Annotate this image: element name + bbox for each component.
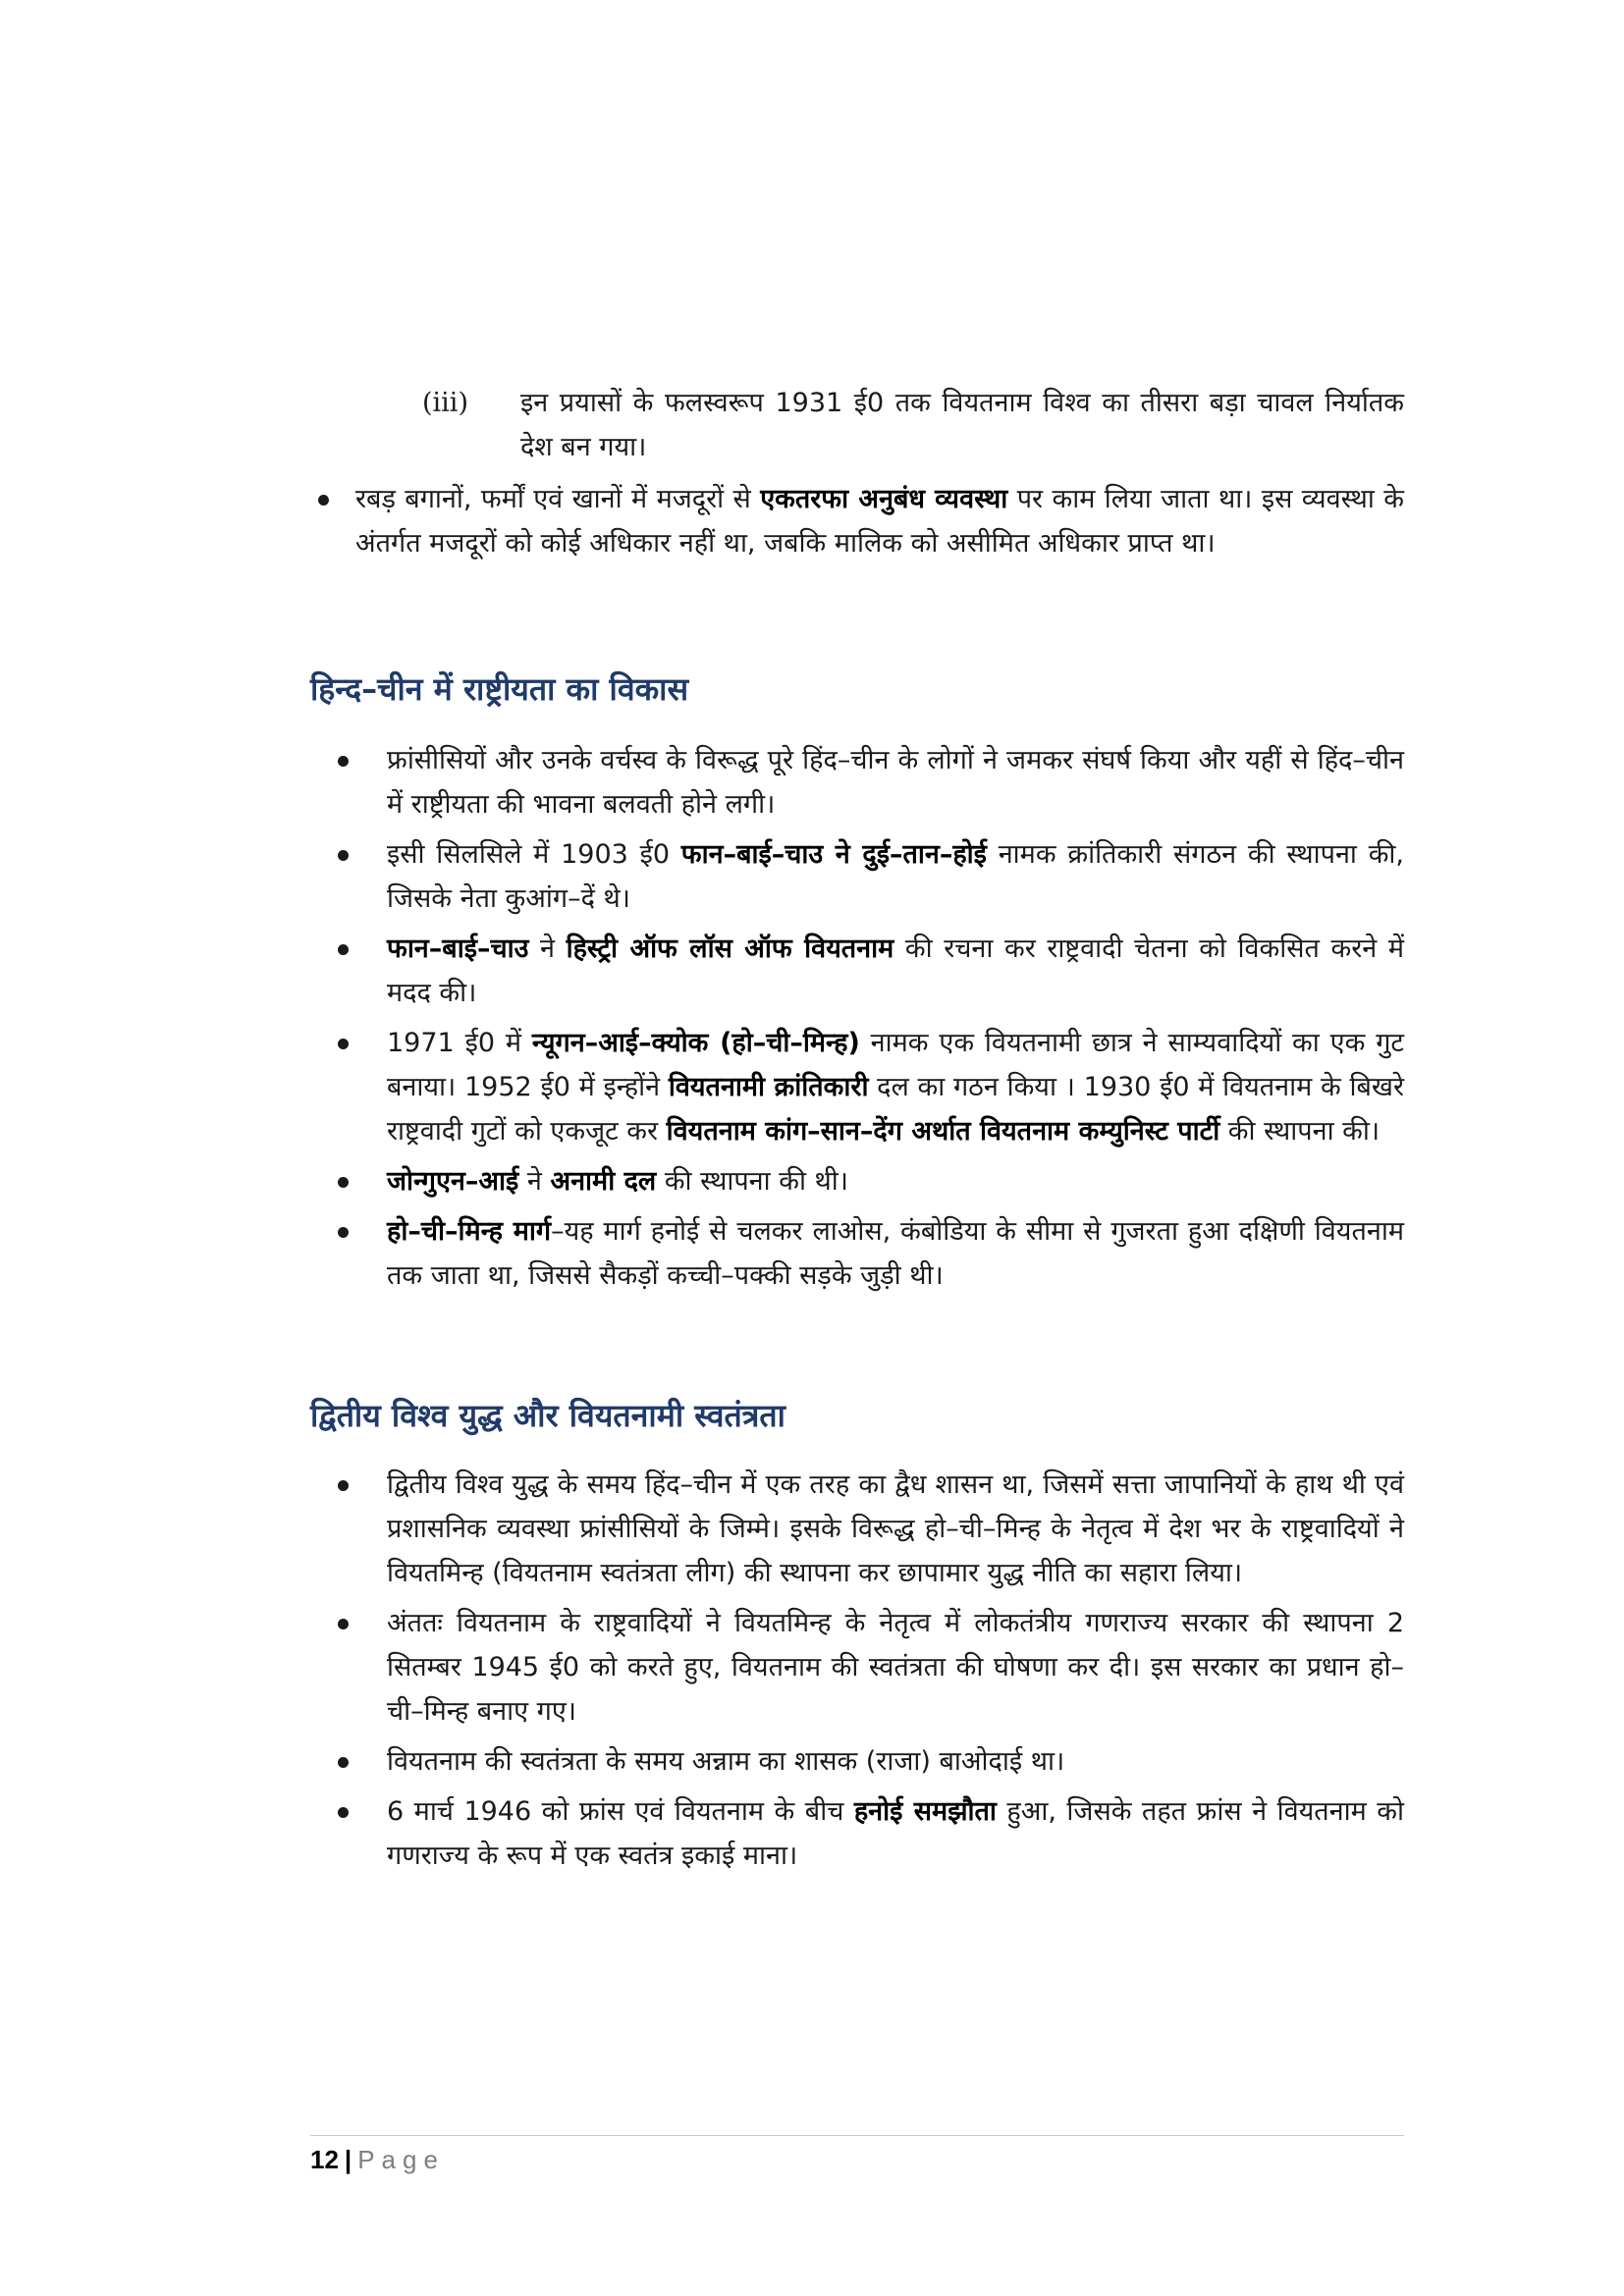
paragraph-text: 1971 ई0 में xyxy=(387,1028,532,1058)
sub-item-text: इन प्रयासों के फलस्वरूप 1931 ई0 तक वियतनाम विश्व का तीसरा बड़ा चावल निर्यातक देश बन गया। xyxy=(520,388,1404,462)
bullet-icon xyxy=(338,1177,349,1188)
paragraph-text: दल का गठन किया । 1930 ई0 में वियतनाम के बिखरे राष्ट्रवादी गुटों को एकजूट कर xyxy=(387,1072,1404,1147)
bullet-icon xyxy=(338,1807,349,1818)
bold-term: वियतनामी क्रांतिकारी xyxy=(668,1072,869,1102)
bullet-icon xyxy=(338,850,349,861)
list-item xyxy=(324,1463,1404,1595)
page-footer xyxy=(310,2145,445,2175)
page-label: Page xyxy=(357,2145,445,2174)
paragraph-text: द्वितीय विश्व युद्ध के समय हिंद–चीन में एक तरह का द्वैध शासन था, जिसमें सत्ता जापानियों के हाथ थी एवं प्रशासनिक व्यवस्था फ्रांसीसियों के जिम्मे। इसके विरूद्ध हो–ची–मिन्ह के नेतृत्व में देश भर के राष्ट्रवादियों ने वियतमिन्ह (वियतनाम स्वतंत्रता लीग) की स्थापना कर छापामार युद्ध नीति का सहारा लिया। xyxy=(387,1469,1404,1588)
paragraph-text: फ्रांसीसियों और उनके वर्चस्व के विरूद्ध पूरे हिंद–चीन के लोगों ने जमकर संघर्ष किया और यहीं से हिंद–चीन में राष्ट्रीयता की भावना बलवती होने लगी। xyxy=(387,745,1404,820)
footer-divider xyxy=(310,2135,1404,2136)
bold-term: न्यूगन–आई–क्योक (हो–ची–मिन्ह) xyxy=(531,1028,860,1058)
list-item xyxy=(324,1021,1404,1153)
list-item xyxy=(324,1601,1404,1734)
paragraph-text: की रचना कर राष्ट्रवादी चेतना को विकसित करने में मदद की। xyxy=(387,934,1405,1008)
bullet-icon xyxy=(338,1757,349,1768)
bold-term: हिस्ट्री ऑफ लॉस ऑफ वियतनाम xyxy=(566,934,894,964)
paragraph-text: 6 मार्च 1946 को फ्रांस एवं वियतनाम के बीच xyxy=(387,1796,854,1827)
list-item xyxy=(324,927,1404,1015)
paragraph-text: ने xyxy=(518,1166,551,1197)
bold-term: फान–बाई–चाउ ने दुई–तान–होई xyxy=(680,839,987,870)
paragraph-text: नामक क्रांतिकारी संगठन की स्थापना की, जिसके नेता कुआंग–दें थे। xyxy=(387,839,1405,914)
paragraph-text: वियतनाम की स्वतंत्रता के समय अन्नाम का शासक (राजा) बाओदाई था। xyxy=(387,1746,1065,1777)
bullet-paragraph xyxy=(355,477,1404,565)
numbered-sub-item xyxy=(422,381,1404,469)
list-item xyxy=(324,738,1404,827)
list-item xyxy=(324,1789,1404,1878)
section-heading: द्वितीय विश्व युद्ध और वियतनामी स्वतंत्रता xyxy=(310,1397,785,1434)
bold-term: फान–बाई–चाउ xyxy=(387,934,529,964)
bullet-icon xyxy=(338,1039,349,1049)
sub-item-number: (iii) xyxy=(422,388,468,418)
paragraph-text: अंततः वियतनाम के राष्ट्रवादियों ने वियतमिन्ह के नेतृत्व में लोकतंत्रीय गणराज्य सरकार की स्थापना 2 सितम्बर 1945 ई0 को करते हुए, वियतनाम की स्वतंत्रता की घोषणा कर दी। इस सरकार का प्रधान हो–ची–मिन्ह बनाए गए। xyxy=(387,1608,1404,1727)
paragraph-text: इसी सिलसिले में 1903 ई0 xyxy=(387,839,681,870)
bullet-icon xyxy=(338,1227,349,1238)
paragraph-text: रबड़ बगानों, फर्मों एवं खानों में मजदूरों से xyxy=(355,484,761,514)
bold-term: अनामी दल xyxy=(550,1166,657,1197)
bold-term: हो–ची–मिन्ह मार्ग xyxy=(387,1216,552,1247)
paragraph-text: हुआ, जिसके तहत फ्रांस ने वियतनाम को गणराज्य के रूप में एक स्वतंत्र इकाई माना। xyxy=(387,1796,1404,1871)
paragraph-text: ने xyxy=(528,934,567,964)
section-heading: हिन्द–चीन में राष्ट्रीयता का विकास xyxy=(310,670,689,708)
bold-term: हनोई समझौता xyxy=(853,1796,997,1827)
page-number: 12 xyxy=(310,2145,339,2174)
bullet-icon xyxy=(318,495,329,506)
paragraph-text: की स्थापना की थी। xyxy=(656,1166,849,1197)
list-item xyxy=(324,1209,1404,1298)
bold-term: एकतरफा अनुबंध व्यवस्था xyxy=(760,484,1008,514)
paragraph-text: –यह मार्ग हनोई से चलकर लाओस, कंबोडिया के सीमा से गुजरता हुआ दक्षिणी वियतनाम तक जाता था, जिससे सैकड़ों कच्ची–पक्की सड़के जुड़ी थी। xyxy=(387,1216,1404,1291)
bullet-icon xyxy=(338,1480,349,1491)
list-item xyxy=(324,832,1404,921)
footer-separator: | xyxy=(344,2145,352,2174)
paragraph-text: नामक एक वियतनामी छात्र ने साम्यवादियों का एक गुट बनाया। 1952 ई0 में इन्होंने xyxy=(387,1028,1405,1102)
bold-term: जोन्गुएन–आई xyxy=(387,1166,519,1197)
list-item xyxy=(324,1739,1404,1784)
list-item xyxy=(324,1159,1404,1203)
bullet-list xyxy=(324,738,1404,1304)
bullet-list xyxy=(324,1463,1404,1884)
bullet-icon xyxy=(338,1619,349,1629)
bold-term: वियतनाम कांग–सान–देंग अर्थात वियतनाम कम्युनिस्ट पार्टी xyxy=(666,1116,1220,1147)
bullet-icon xyxy=(338,756,349,767)
paragraph-text: की स्थापना की। xyxy=(1219,1116,1380,1147)
bullet-icon xyxy=(338,944,349,955)
paragraph-text: पर काम लिया जाता था। इस व्यवस्था के अंतर्गत मजदूरों को कोई अधिकार नहीं था, जबकि मालिक को असीमित अधिकार प्राप्त था। xyxy=(355,484,1404,559)
